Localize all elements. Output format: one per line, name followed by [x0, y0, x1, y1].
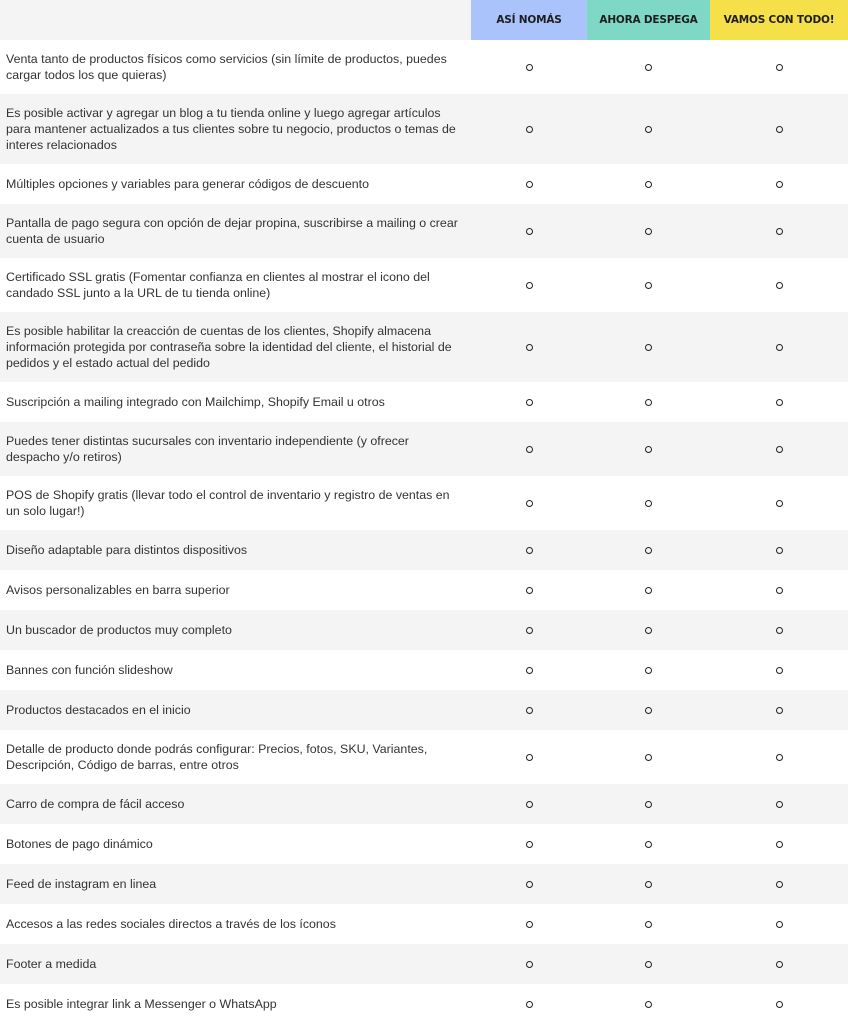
circle-check-icon — [645, 881, 652, 888]
plan-cell — [587, 204, 710, 258]
circle-check-icon — [645, 801, 652, 808]
circle-check-icon — [526, 64, 533, 71]
plan-cell — [471, 312, 587, 382]
circle-check-icon — [776, 667, 783, 674]
table-row — [0, 984, 848, 1024]
plan-cell — [471, 610, 587, 650]
plan-cell — [710, 730, 848, 784]
table-row — [0, 94, 848, 164]
circle-check-icon — [526, 282, 533, 289]
circle-check-icon — [776, 587, 783, 594]
circle-check-icon — [526, 344, 533, 351]
table-row — [0, 824, 848, 864]
plan-cell — [587, 730, 710, 784]
plan-cell — [471, 730, 587, 784]
table-row — [0, 610, 848, 650]
circle-check-icon — [526, 228, 533, 235]
plan-cell — [710, 864, 848, 904]
table-row — [0, 312, 848, 382]
plan-cell — [587, 650, 710, 690]
plan-cell — [587, 690, 710, 730]
circle-check-icon — [526, 801, 533, 808]
plan-cell — [710, 784, 848, 824]
circle-check-icon — [776, 627, 783, 634]
plan-cell — [471, 40, 587, 94]
plan-cell — [587, 530, 710, 570]
feature-label: Pantalla de pago segura con opción de dejar propina, suscribirse a mailing o crear cuenta de usuario — [6, 215, 458, 246]
plan-cell — [587, 94, 710, 164]
plan-cell — [710, 258, 848, 312]
plan-cell — [471, 944, 587, 984]
feature-label: Es posible habilitar la creacción de cuentas de los clientes, Shopify almacena información protegida por contraseña sobre la identidad del cliente, el historial de pedidos y el estado actual del pedido — [6, 323, 452, 371]
circle-check-icon — [776, 754, 783, 761]
plan-cell — [471, 904, 587, 944]
table-row — [0, 164, 848, 204]
plan-cell — [587, 944, 710, 984]
table-row — [0, 476, 848, 530]
circle-check-icon — [776, 446, 783, 453]
plan-cell — [471, 258, 587, 312]
feature-label: Carro de compra de fácil acceso — [6, 796, 185, 811]
plan-cell — [471, 570, 587, 610]
plan-cell — [710, 650, 848, 690]
circle-check-icon — [645, 754, 652, 761]
plan-cell — [471, 382, 587, 422]
plan-cell — [710, 312, 848, 382]
circle-check-icon — [526, 707, 533, 714]
plan-cell — [587, 382, 710, 422]
circle-check-icon — [776, 921, 783, 928]
circle-check-icon — [526, 921, 533, 928]
plan-cell — [471, 984, 587, 1024]
feature-label: Productos destacados en el inicio — [6, 702, 191, 717]
circle-check-icon — [776, 881, 783, 888]
feature-label: Diseño adaptable para distintos dispositivos — [6, 542, 248, 557]
plan-cell — [710, 476, 848, 530]
circle-check-icon — [526, 547, 533, 554]
circle-check-icon — [645, 547, 652, 554]
plan-cell — [587, 610, 710, 650]
plan-cell — [587, 824, 710, 864]
plan-cell — [587, 422, 710, 476]
circle-check-icon — [776, 126, 783, 133]
circle-check-icon — [526, 587, 533, 594]
plan-cell — [587, 570, 710, 610]
plan-cell — [471, 530, 587, 570]
plan-cell — [471, 204, 587, 258]
feature-label: Venta tanto de productos físicos como servicios (sin límite de productos, puedes cargar todos los que quieras) — [6, 51, 447, 82]
plan-cell — [587, 864, 710, 904]
table-row — [0, 40, 848, 94]
feature-label: Bannes con función slideshow — [6, 662, 173, 677]
plan-cell — [471, 690, 587, 730]
feature-label: Footer a medida — [6, 956, 97, 971]
plan-cell — [710, 904, 848, 944]
circle-check-icon — [776, 282, 783, 289]
feature-rows — [0, 40, 848, 1024]
circle-check-icon — [526, 627, 533, 634]
circle-check-icon — [526, 126, 533, 133]
plan-cell — [710, 164, 848, 204]
circle-check-icon — [645, 921, 652, 928]
circle-check-icon — [776, 707, 783, 714]
plan-cell — [710, 382, 848, 422]
feature-label: Es posible activar y agregar un blog a tu tienda online y luego agregar artículos para mantener actualizados a tus clientes sobre tu negocio, productos o temas de interes relacionados — [6, 105, 456, 153]
feature-label: Feed de instagram en linea — [6, 876, 157, 891]
plan-cell — [471, 784, 587, 824]
plan-cell — [710, 824, 848, 864]
plan-cell — [710, 422, 848, 476]
table-row — [0, 258, 848, 312]
circle-check-icon — [526, 667, 533, 674]
circle-check-icon — [526, 500, 533, 507]
circle-check-icon — [645, 446, 652, 453]
circle-check-icon — [645, 399, 652, 406]
plan-cell — [587, 40, 710, 94]
plan-cell — [587, 904, 710, 944]
circle-check-icon — [526, 446, 533, 453]
plan-cell — [710, 610, 848, 650]
table-row — [0, 730, 848, 784]
plan-cell — [710, 40, 848, 94]
table-row — [0, 530, 848, 570]
circle-check-icon — [526, 754, 533, 761]
plan-cell — [471, 864, 587, 904]
plan-cell — [587, 164, 710, 204]
feature-label: POS de Shopify gratis (llevar todo el control de inventario y registro de ventas en un solo lugar!) — [6, 487, 450, 518]
circle-check-icon — [645, 126, 652, 133]
plan-cell — [471, 422, 587, 476]
plan-cell — [710, 204, 848, 258]
plan-header-asi-nomas: ASÍ NOMÁS — [471, 0, 587, 40]
circle-check-icon — [526, 1001, 533, 1008]
circle-check-icon — [776, 547, 783, 554]
feature-label: Botones de pago dinámico — [6, 836, 153, 851]
plan-cell — [710, 530, 848, 570]
plan-cell — [710, 690, 848, 730]
plan-header-ahora-despega: AHORA DESPEGA — [587, 0, 710, 40]
circle-check-icon — [645, 707, 652, 714]
table-header — [0, 0, 848, 40]
circle-check-icon — [776, 228, 783, 235]
table-row — [0, 864, 848, 904]
plan-cell — [471, 164, 587, 204]
feature-label: Un buscador de productos muy completo — [6, 622, 232, 637]
feature-label: Avisos personalizables en barra superior — [6, 582, 230, 597]
circle-check-icon — [645, 500, 652, 507]
table-row — [0, 650, 848, 690]
table-row — [0, 904, 848, 944]
circle-check-icon — [645, 627, 652, 634]
circle-check-icon — [645, 64, 652, 71]
circle-check-icon — [776, 841, 783, 848]
circle-check-icon — [776, 801, 783, 808]
plan-cell — [587, 312, 710, 382]
circle-check-icon — [645, 181, 652, 188]
plan-cell — [471, 824, 587, 864]
circle-check-icon — [526, 841, 533, 848]
table-row — [0, 382, 848, 422]
circle-check-icon — [645, 961, 652, 968]
circle-check-icon — [776, 399, 783, 406]
table-row — [0, 204, 848, 258]
circle-check-icon — [776, 181, 783, 188]
circle-check-icon — [645, 587, 652, 594]
circle-check-icon — [526, 961, 533, 968]
plan-cell — [471, 94, 587, 164]
circle-check-icon — [526, 399, 533, 406]
plan-cell — [471, 650, 587, 690]
feature-label: Suscripción a mailing integrado con Mailchimp, Shopify Email u otros — [6, 394, 385, 409]
feature-label: Accesos a las redes sociales directos a través de los íconos — [6, 916, 336, 931]
table-row — [0, 784, 848, 824]
circle-check-icon — [645, 841, 652, 848]
plan-cell — [710, 94, 848, 164]
header-feature-column — [0, 0, 471, 40]
circle-check-icon — [776, 1001, 783, 1008]
feature-label: Certificado SSL gratis (Fomentar confianza en clientes al mostrar el icono del candado SSL junto a la URL de tu tienda online) — [6, 269, 430, 300]
table-row — [0, 690, 848, 730]
circle-check-icon — [645, 1001, 652, 1008]
feature-label: Puedes tener distintas sucursales con inventario independiente (y ofrecer despacho y/o retiros) — [6, 433, 409, 464]
plan-cell — [710, 944, 848, 984]
circle-check-icon — [776, 64, 783, 71]
circle-check-icon — [776, 961, 783, 968]
circle-check-icon — [776, 344, 783, 351]
circle-check-icon — [645, 667, 652, 674]
plan-cell — [587, 784, 710, 824]
plan-cell — [710, 984, 848, 1024]
circle-check-icon — [526, 181, 533, 188]
circle-check-icon — [645, 282, 652, 289]
plan-cell — [471, 476, 587, 530]
circle-check-icon — [776, 500, 783, 507]
plan-cell — [710, 570, 848, 610]
plan-cell — [587, 984, 710, 1024]
table-row — [0, 422, 848, 476]
table-row — [0, 570, 848, 610]
circle-check-icon — [645, 344, 652, 351]
circle-check-icon — [645, 228, 652, 235]
plan-cell — [587, 258, 710, 312]
circle-check-icon — [526, 881, 533, 888]
feature-label: Detalle de producto donde podrás configurar: Precios, fotos, SKU, Variantes, Descripción, Código de barras, entre otros — [6, 741, 428, 772]
feature-label: Múltiples opciones y variables para generar códigos de descuento — [6, 176, 369, 191]
table-row — [0, 944, 848, 984]
plan-cell — [587, 476, 710, 530]
feature-label: Es posible integrar link a Messenger o WhatsApp — [6, 996, 277, 1011]
plan-header-vamos-con-todo: VAMOS CON TODO! — [710, 0, 848, 40]
